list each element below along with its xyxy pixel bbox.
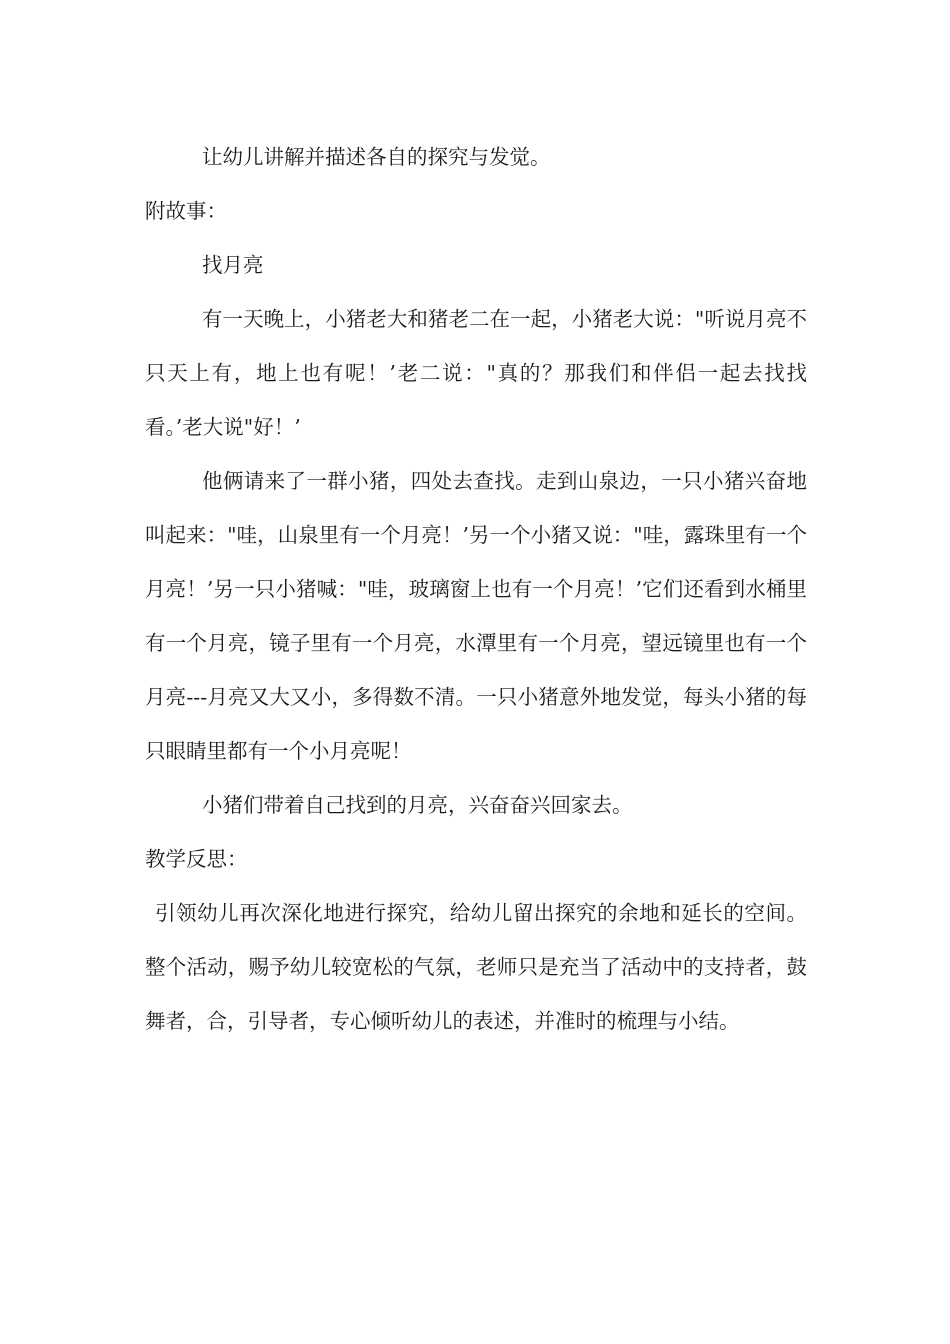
story-paragraph-1: 有一天晚上，小猪老大和猪老二在一起，小猪老大说："听说月亮不只天上有，地上也有呢！’老二说："真的？那我们和伴侣一起去找找看。’老大说"好！’ (145, 307, 807, 439)
paragraph-activity-summary: 让幼儿讲解并描述各自的探究与发觉。 (202, 145, 551, 169)
heading-appendix-story: 附故事： (145, 199, 227, 223)
document-body (145, 130, 807, 1048)
story-paragraph-3: 小猪们带着自己找到的月亮，兴奋奋兴回家去。 (202, 793, 633, 817)
reflection-paragraph: 引领幼儿再次深化地进行探究，给幼儿留出探究的余地和延长的空间。整个活动，赐予幼儿较宽松的气氛，老师只是充当了活动中的支持者，鼓舞者，合，引导者，专心倾听幼儿的表述，并准时的梳理与小结。 (145, 901, 807, 1033)
story-paragraph-2: 他俩请来了一群小猪，四处去查找。走到山泉边，一只小猪兴奋地叫起来："哇，山泉里有一个月亮！’另一个小猪又说："哇，露珠里有一个月亮！’另一只小猪喊："哇，玻璃窗上也有一个月亮！’它们还看到水桶里有一个月亮，镜子里有一个月亮，水潭里有一个月亮，望远镜里也有一个月亮---月亮又大又小，多得数不清。一只小猪意外地发觉，每头小猪的每只眼睛里都有一个小月亮呢！ (145, 469, 807, 763)
heading-teaching-reflection: 教学反思： (145, 847, 248, 871)
story-title: 找月亮 (202, 253, 264, 277)
